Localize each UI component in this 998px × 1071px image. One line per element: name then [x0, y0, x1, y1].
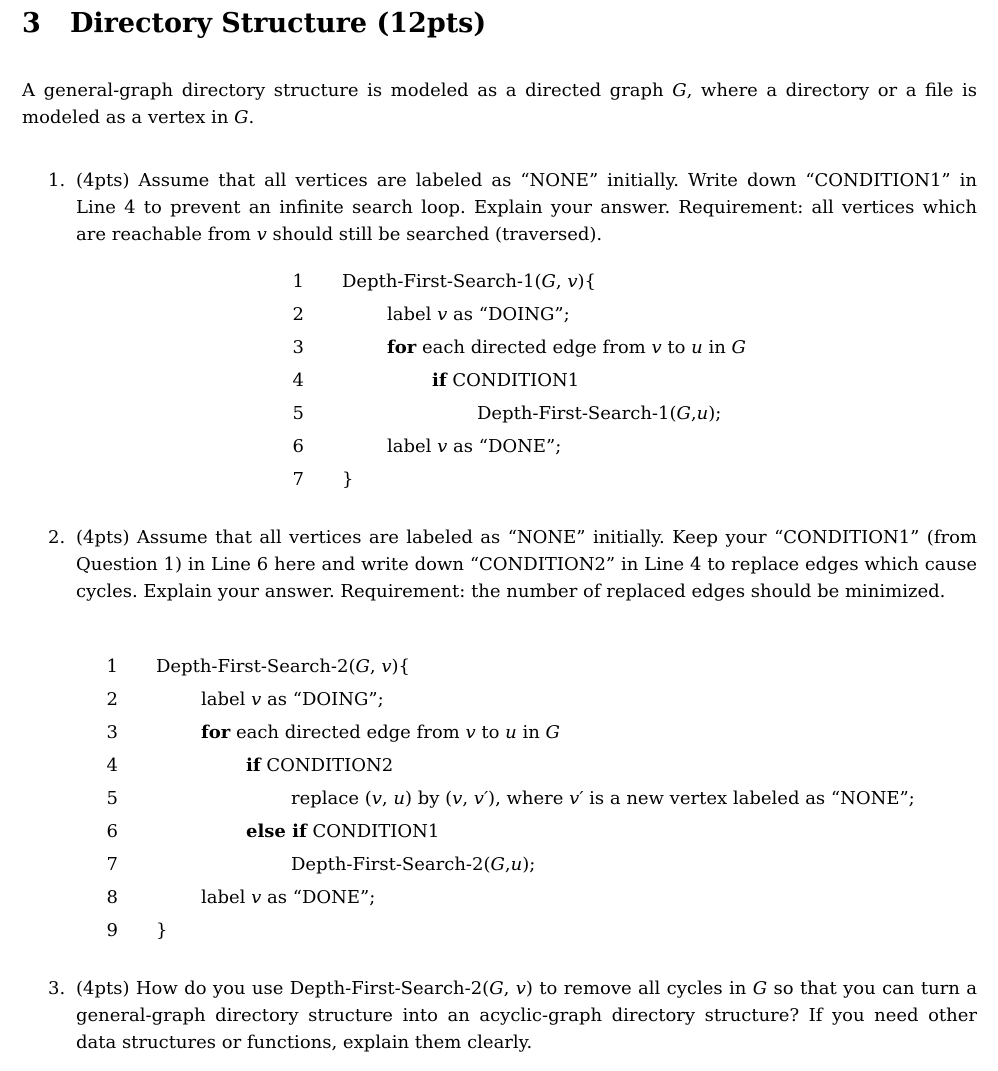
question-2-marker: 2. [48, 527, 66, 548]
section-number: 3 [22, 8, 41, 39]
question-1-marker: 1. [48, 170, 66, 191]
question-1 [22, 167, 977, 248]
question-1-text: (4pts) Assume that all vertices are labeled as “NONE” initially. Write down “CONDITION1” in Line 4 to prevent an infinite search loop. Explain your answer. Requirement: all vertices which are reachable from v should still be searched (traversed). [76, 170, 977, 245]
section-title: Directory Structure (12pts) [70, 8, 487, 39]
section-heading [22, 8, 486, 39]
question-3 [22, 975, 977, 1056]
intro-paragraph: A general-graph directory structure is modeled as a directed graph G, where a directory or a file is modeled as a vertex in G. [22, 80, 977, 128]
question-3-marker: 3. [48, 978, 66, 999]
code-listing-1: 1 Depth-First-Search-1(G, v){ 2 label v as “DOING”; 3 for each directed edge from v to u in G 4 if CONDITION1 5 Depth-First-Search-1(G,u); 6 label v as “DONE”; 7 } [292, 271, 746, 490]
question-3-text: (4pts) How do you use Depth-First-Search-2(G, v) to remove all cycles in G so that you can turn a general-graph directory structure into an acyclic-graph directory structure? If you need other data structures or functions, explain them clearly. [76, 978, 977, 1053]
question-2 [22, 524, 977, 605]
question-2-text: (4pts) Assume that all vertices are labeled as “NONE” initially. Keep your “CONDITION1” (from Question 1) in Line 6 here and write down “CONDITION2” in Line 4 to replace edges which cause cycles. Explain your answer. Requirement: the number of replaced edges should be minimized. [76, 527, 977, 602]
code-listing-2: 1 Depth-First-Search-2(G, v){ 2 label v as “DOING”; 3 for each directed edge from v to u in G 4 if CONDITION2 5 replace (v, u) by (v, v′), where v′ is a new vertex labeled as “NONE”; 6 else if CONDITION1 7 Depth-First-Search-2(G,u); 8 label v as “DONE”; 9 } [106, 656, 915, 941]
